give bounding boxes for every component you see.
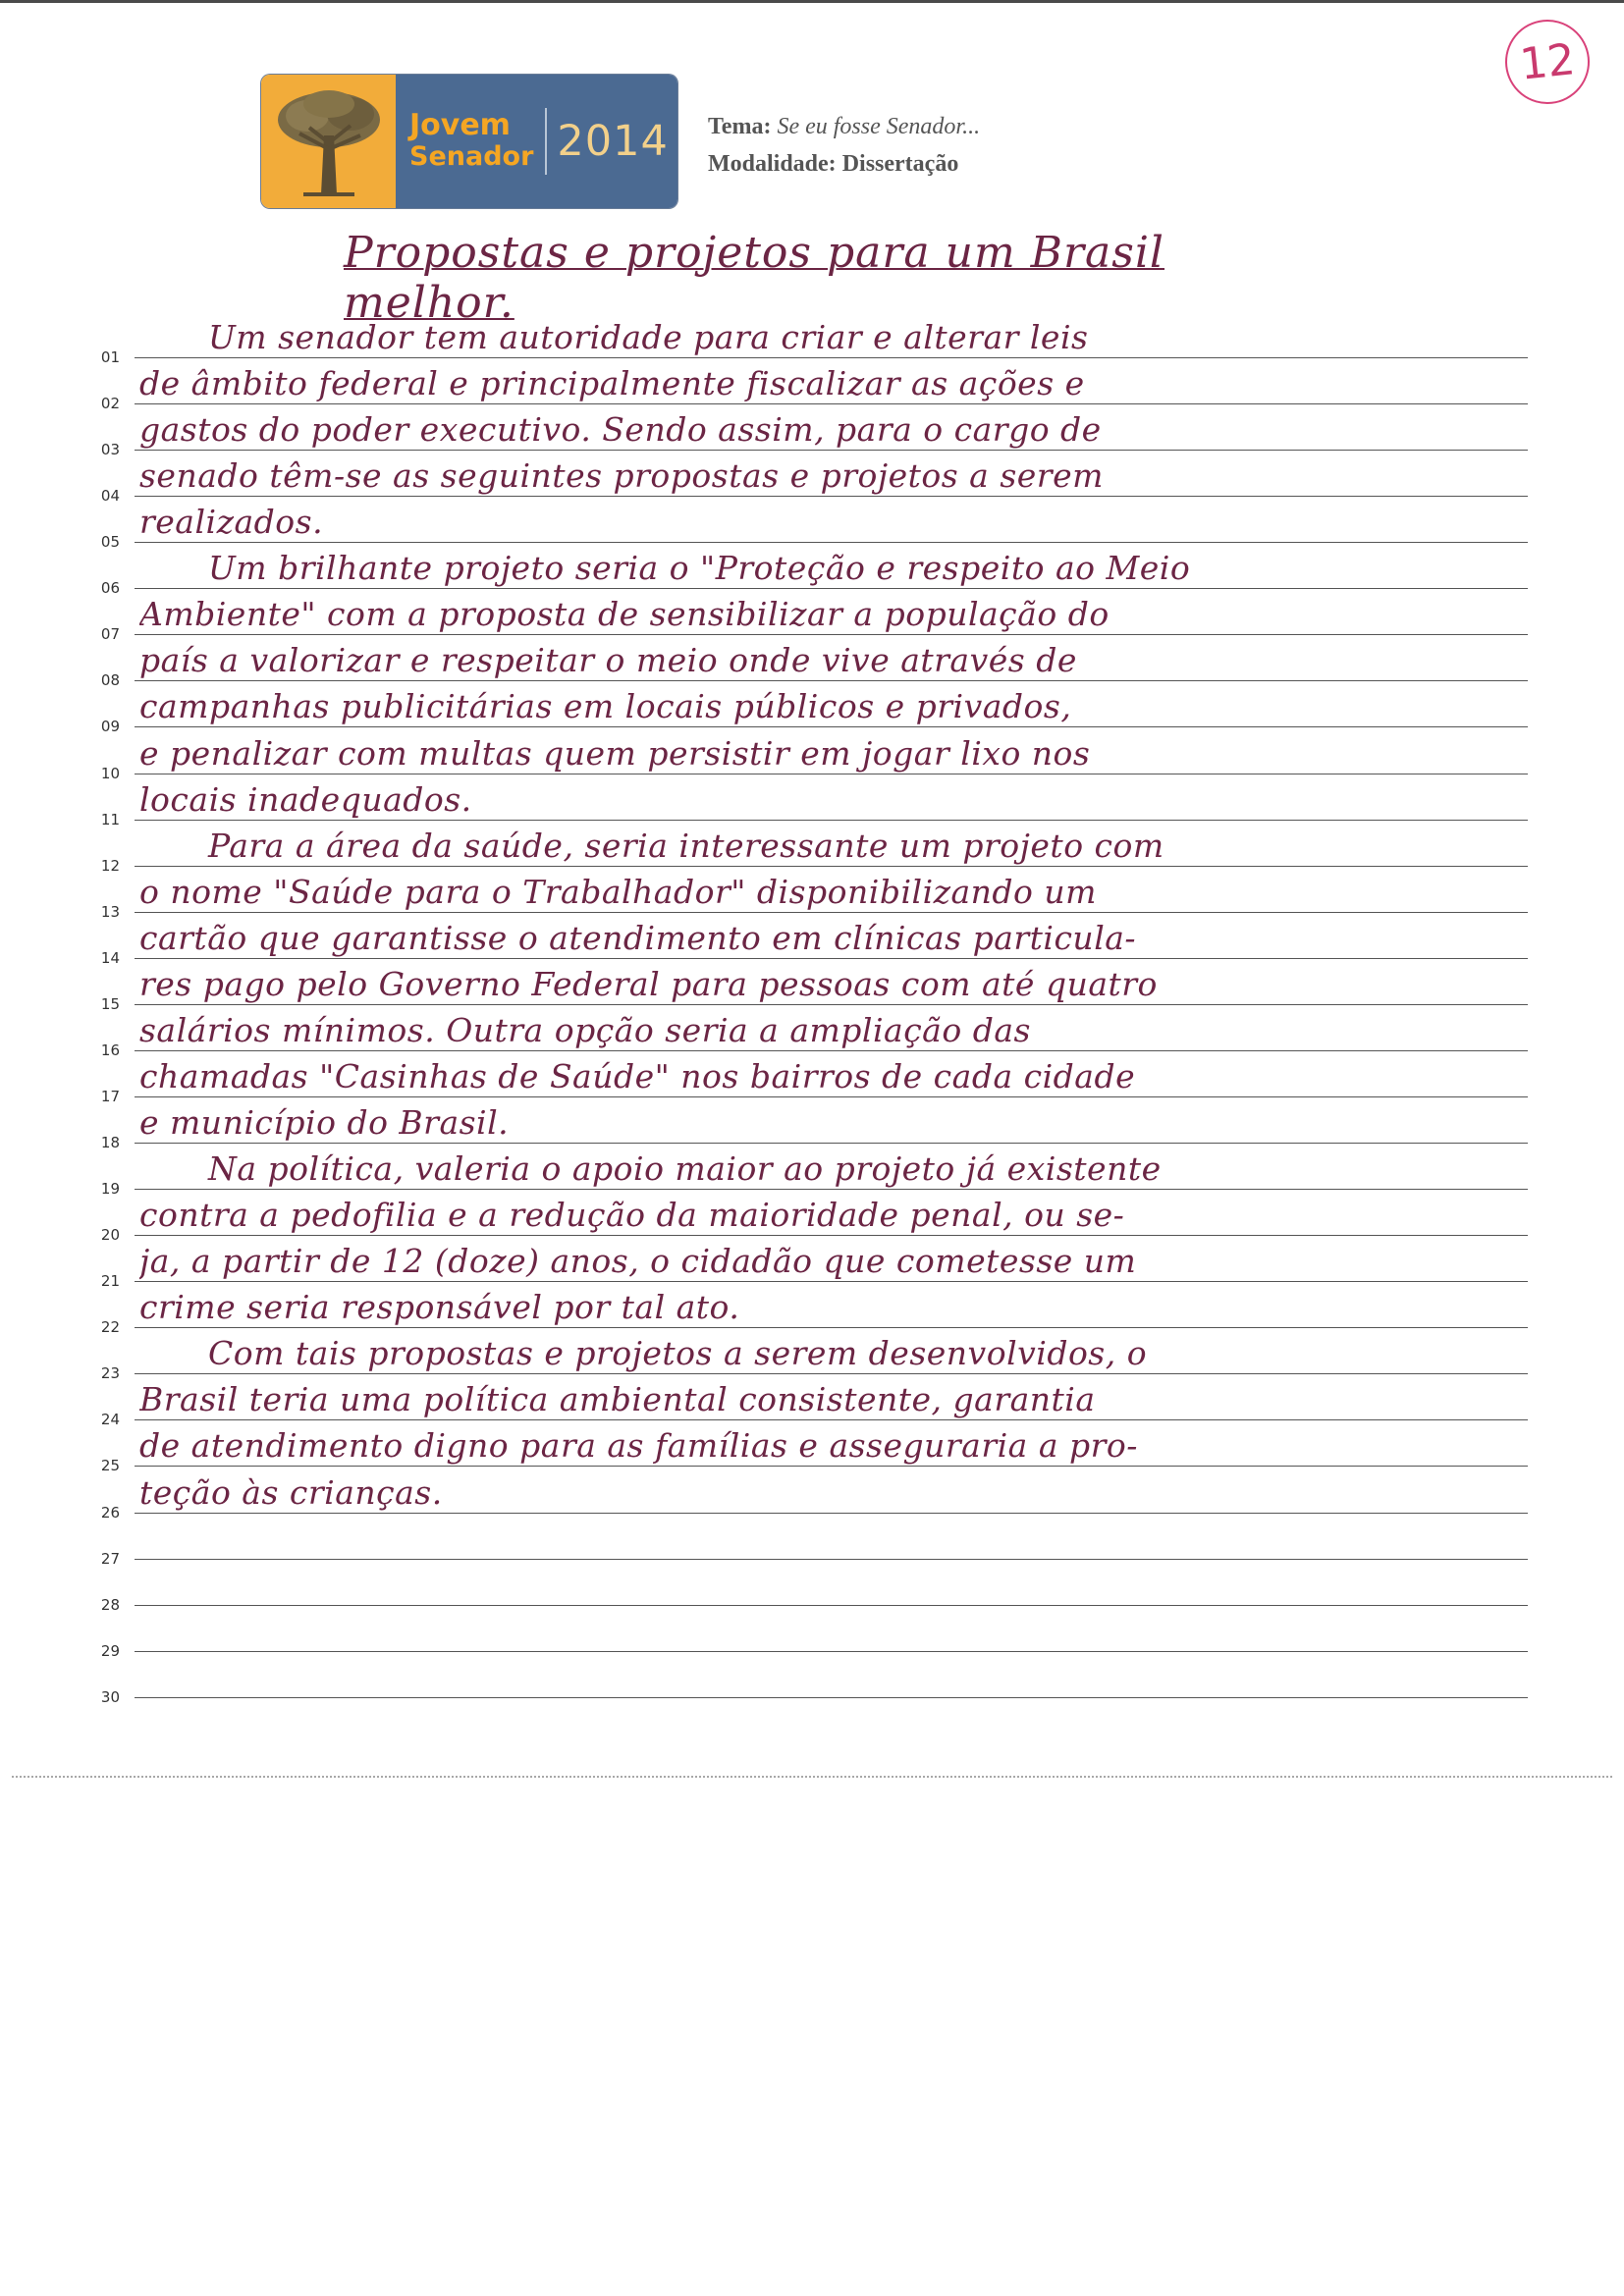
handwritten-text: de atendimento digno para as famílias e asseguraria a pro- [139, 1426, 1138, 1466]
writing-line [0, 404, 1624, 459]
tema-label: Tema: [708, 114, 772, 139]
jovem-senador-logo [261, 75, 677, 208]
handwritten-text: ja, a partir de 12 (doze) anos, o cidadão que cometesse um [139, 1242, 1137, 1281]
line-number: 08 [100, 671, 120, 690]
line-number: 28 [100, 1595, 120, 1614]
handwritten-text: res pago pelo Governo Federal para pessoas com até quatro [139, 964, 1158, 1003]
logo-word-senador: Senador [409, 141, 534, 172]
handwritten-text: Com tais propostas e projetos a serem desenvolvidos, o [208, 1334, 1148, 1373]
form-meta [708, 108, 980, 183]
line-number: 24 [100, 1411, 120, 1429]
line-number: 22 [100, 1318, 120, 1337]
handwritten-text: e município do Brasil. [139, 1103, 510, 1143]
handwritten-text: Para a área da saúde, seria interessante um projeto com [208, 826, 1164, 865]
writing-line [0, 1374, 1624, 1429]
line-number: 29 [100, 1641, 120, 1660]
writing-line [0, 358, 1624, 413]
handwritten-text: Um senador tem autoridade para criar e alterar leis [208, 318, 1089, 356]
writing-line [0, 1560, 1624, 1614]
top-border [0, 0, 1624, 3]
line-number: 20 [100, 1226, 120, 1245]
handwritten-text: e penalizar com multas quem persistir em jogar lixo nos [139, 733, 1091, 773]
writing-line [0, 543, 1624, 598]
writing-line [0, 1606, 1624, 1660]
writing-line [0, 1097, 1624, 1152]
handwritten-text: de âmbito federal e principalmente fiscalizar as ações e [139, 364, 1085, 403]
line-number: 21 [100, 1272, 120, 1291]
line-number: 10 [100, 764, 120, 782]
writing-line [0, 1468, 1624, 1522]
writing-line [0, 1328, 1624, 1383]
line-number: 27 [100, 1549, 120, 1568]
line-number: 16 [100, 1041, 120, 1059]
line-number: 11 [100, 810, 120, 828]
writing-line [0, 681, 1624, 736]
tree-icon [261, 75, 396, 208]
handwritten-text: gastos do poder executivo. Sendo assim, para o cargo de [139, 410, 1102, 450]
writing-line [0, 635, 1624, 690]
handwritten-text: cartão que garantisse o atendimento em clínicas particula- [139, 918, 1137, 957]
handwritten-text: crime seria responsável por tal ato. [139, 1288, 740, 1327]
handwritten-text: locais inadequados. [139, 779, 472, 819]
handwritten-text: Brasil teria uma política ambiental consistente, garantia [139, 1380, 1096, 1419]
modalidade-row [708, 145, 980, 183]
handwritten-text: contra a pedofilia e a redução da maioridade penal, ou se- [139, 1196, 1125, 1235]
line-number: 04 [100, 487, 120, 506]
line-number: 07 [100, 625, 120, 644]
writing-line [0, 1514, 1624, 1568]
modalidade-value: Dissertação [841, 151, 959, 177]
line-number: 23 [100, 1364, 120, 1383]
writing-line [0, 728, 1624, 782]
modalidade-label: Modalidade: [708, 151, 837, 177]
essay-title: Propostas e projetos para um Brasil melhor. [344, 228, 1165, 328]
line-number: 19 [100, 1180, 120, 1199]
writing-line [0, 1282, 1624, 1337]
line-number: 12 [100, 856, 120, 875]
handwritten-text: senado têm-se as seguintes propostas e projetos a serem [139, 456, 1104, 496]
handwritten-text: salários mínimos. Outra opção seria a ampliação das [139, 1010, 1031, 1049]
writing-line [0, 497, 1624, 552]
handwritten-text: Um brilhante projeto seria o "Proteção e respeito ao Meio [208, 549, 1191, 588]
logo-divider [545, 108, 547, 175]
handwritten-text: Ambiente" com a proposta de sensibilizar a população do [139, 595, 1110, 634]
handwritten-text: campanhas publicitárias em locais públicos e privados, [139, 687, 1072, 726]
line-number: 26 [100, 1503, 120, 1522]
logo-year: 2014 [557, 117, 669, 166]
writing-line [0, 451, 1624, 506]
line-number: 05 [100, 533, 120, 552]
line-number: 14 [100, 948, 120, 967]
writing-line [0, 1005, 1624, 1059]
writing-line [0, 589, 1624, 644]
line-number: 01 [100, 348, 120, 366]
line-number: 17 [100, 1087, 120, 1105]
handwritten-text: o nome "Saúde para o Trabalhador" disponibilizando um [139, 872, 1097, 911]
handwritten-text: realizados. [139, 503, 324, 542]
writing-line [0, 774, 1624, 828]
writing-line [0, 1420, 1624, 1475]
line-number: 15 [100, 994, 120, 1013]
writing-line [0, 1236, 1624, 1291]
logo-word-jovem: Jovem [409, 108, 511, 142]
handwritten-text: teção às crianças. [139, 1472, 443, 1512]
line-number: 30 [100, 1687, 120, 1706]
writing-line [0, 1144, 1624, 1199]
writing-line [0, 1652, 1624, 1706]
line-number: 13 [100, 902, 120, 921]
line-number: 09 [100, 718, 120, 736]
writing-line [0, 1051, 1624, 1105]
writing-line [0, 821, 1624, 875]
writing-line [0, 913, 1624, 967]
writing-line [0, 959, 1624, 1013]
handwritten-text: chamadas "Casinhas de Saúde" nos bairros de cada cidade [139, 1056, 1136, 1095]
page-number-stamp: 12 [1501, 16, 1595, 109]
ruled-line [135, 1697, 1528, 1698]
dotted-cut-line [12, 1776, 1612, 1778]
logo-wordmark [396, 75, 677, 208]
handwritten-text: Na política, valeria o apoio maior ao projeto já existente [208, 1149, 1162, 1189]
tema-value: Se eu fosse Senador... [777, 114, 981, 139]
writing-line [0, 867, 1624, 921]
line-number: 18 [100, 1134, 120, 1152]
tema-row [708, 108, 980, 145]
line-number: 06 [100, 579, 120, 598]
handwritten-text: país a valorizar e respeitar o meio onde vive através de [139, 641, 1077, 680]
line-number: 03 [100, 441, 120, 459]
line-number: 02 [100, 395, 120, 413]
line-number: 25 [100, 1457, 120, 1475]
writing-line [0, 312, 1624, 366]
writing-line [0, 1190, 1624, 1245]
